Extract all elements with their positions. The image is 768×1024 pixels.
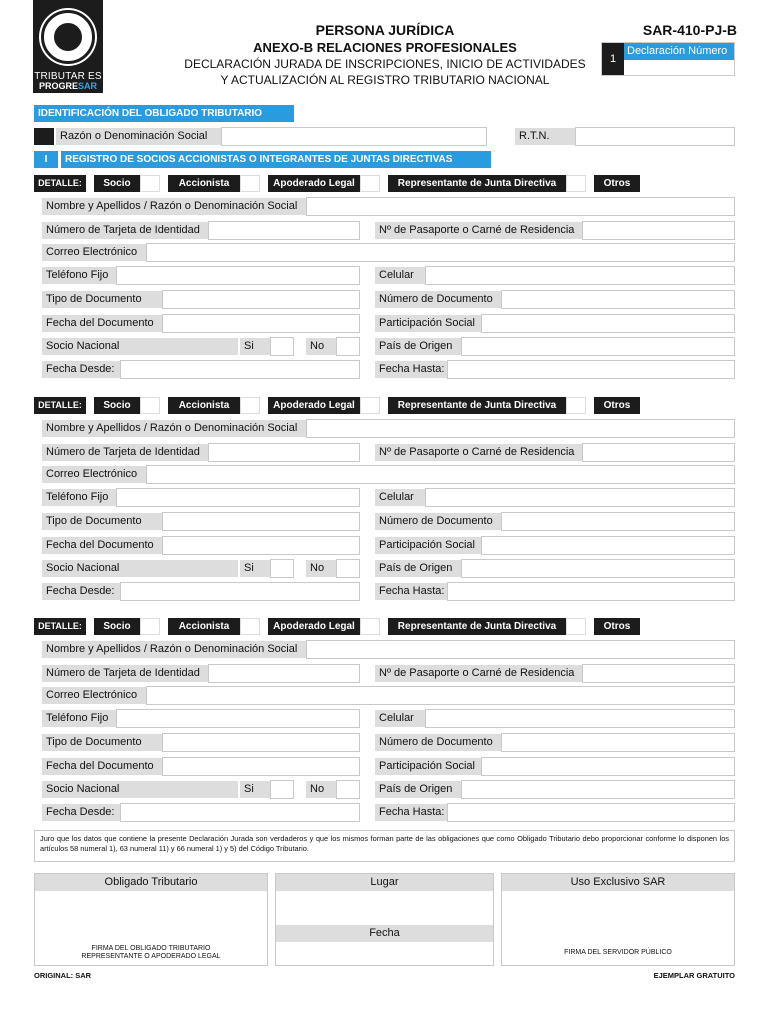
socio-nacional-label-2: Socio Nacional bbox=[42, 560, 238, 577]
telefono-field-3[interactable] bbox=[116, 709, 360, 728]
celular-label-2: Celular bbox=[375, 489, 425, 506]
otros-option-3[interactable]: Otros bbox=[594, 618, 640, 635]
tipo-doc-label-3: Tipo de Documento bbox=[42, 734, 162, 751]
detalle-label-1: DETALLE: bbox=[34, 175, 86, 192]
logo-line2: PROGRESAR bbox=[38, 81, 98, 91]
no-label-3: No bbox=[306, 781, 336, 798]
subtitle-line2: Y ACTUALIZACIÓN AL REGISTRO TRIBUTARIO NACIONAL bbox=[220, 73, 550, 87]
fecha-desde-field-2[interactable] bbox=[120, 582, 360, 601]
participacion-field-1[interactable] bbox=[481, 314, 735, 333]
pasaporte-label-2: Nº de Pasaporte o Carné de Residencia bbox=[375, 444, 582, 461]
rtn-field[interactable] bbox=[575, 127, 735, 146]
pais-label-1: País de Origen bbox=[375, 338, 461, 355]
fecha-doc-field-1[interactable] bbox=[162, 314, 360, 333]
tarjeta-field-3[interactable] bbox=[208, 664, 360, 683]
num-doc-field-2[interactable] bbox=[501, 512, 735, 531]
si-label-2: Si bbox=[240, 560, 270, 577]
detalle-label-2: DETALLE: bbox=[34, 397, 86, 414]
representante-check-3[interactable] bbox=[566, 618, 586, 635]
sar-logo bbox=[33, 0, 103, 93]
lugar-fecha-box bbox=[275, 873, 494, 966]
fecha-hasta-label-1: Fecha Hasta: bbox=[375, 361, 447, 378]
otros-option-2[interactable]: Otros bbox=[594, 397, 640, 414]
nombre-field-1[interactable] bbox=[306, 197, 735, 216]
uso-sar-box bbox=[501, 873, 735, 966]
signature-obligado-header: Obligado Tributario bbox=[35, 874, 267, 891]
socio-check-2[interactable] bbox=[140, 397, 160, 414]
fecha-doc-label-3: Fecha del Documento bbox=[42, 758, 162, 775]
fecha-hasta-field-1[interactable] bbox=[447, 360, 735, 379]
correo-label-2: Correo Electrónico bbox=[42, 466, 146, 483]
num-doc-label-1: Número de Documento bbox=[375, 291, 501, 308]
accionista-check-2[interactable] bbox=[240, 397, 260, 414]
participacion-label-2: Participación Social bbox=[375, 537, 481, 554]
title-main: PERSONA JURÍDICA bbox=[315, 22, 455, 38]
correo-label-3: Correo Electrónico bbox=[42, 687, 146, 704]
socio-option-3[interactable]: Socio bbox=[94, 618, 140, 635]
tipo-doc-field-2[interactable] bbox=[162, 512, 360, 531]
participacion-field-2[interactable] bbox=[481, 536, 735, 555]
celular-field-2[interactable] bbox=[425, 488, 735, 507]
rtn-label: R.T.N. bbox=[515, 128, 575, 145]
razon-social-field[interactable] bbox=[221, 127, 487, 146]
tipo-doc-field-3[interactable] bbox=[162, 733, 360, 752]
celular-field-3[interactable] bbox=[425, 709, 735, 728]
accionista-check-3[interactable] bbox=[240, 618, 260, 635]
accionista-option-1[interactable]: Accionista bbox=[168, 175, 240, 192]
correo-label-1: Correo Electrónico bbox=[42, 244, 146, 261]
fecha-doc-label-2: Fecha del Documento bbox=[42, 537, 162, 554]
telefono-field-1[interactable] bbox=[116, 266, 360, 285]
nombre-label-2: Nombre y Apellidos / Razón o Denominación Social bbox=[42, 420, 306, 437]
declaration-number: 1 bbox=[602, 43, 624, 75]
fecha-field[interactable] bbox=[276, 942, 493, 964]
no-check-1[interactable] bbox=[336, 337, 360, 356]
pais-field-3[interactable] bbox=[461, 780, 735, 799]
signature-obligado-caption-1: FIRMA DEL OBLIGADO TRIBUTARIO bbox=[91, 945, 211, 952]
tarjeta-label-2: Número de Tarjeta de Identidad bbox=[42, 444, 208, 461]
si-check-2[interactable] bbox=[270, 559, 294, 578]
lugar-field[interactable] bbox=[276, 891, 493, 925]
pasaporte-field-2[interactable] bbox=[582, 443, 735, 462]
fecha-hasta-label-2: Fecha Hasta: bbox=[375, 583, 447, 600]
accionista-option-2[interactable]: Accionista bbox=[168, 397, 240, 414]
celular-field-1[interactable] bbox=[425, 266, 735, 285]
fecha-hasta-field-2[interactable] bbox=[447, 582, 735, 601]
nombre-field-2[interactable] bbox=[306, 419, 735, 438]
socio-option-1[interactable]: Socio bbox=[94, 175, 140, 192]
marker-block bbox=[34, 128, 54, 145]
no-check-2[interactable] bbox=[336, 559, 360, 578]
footer-gratuito: EJEMPLAR GRATUITO bbox=[653, 971, 735, 980]
correo-field-1[interactable] bbox=[146, 243, 735, 262]
tarjeta-label-3: Número de Tarjeta de Identidad bbox=[42, 665, 208, 682]
telefono-label-2: Teléfono Fijo bbox=[42, 489, 116, 506]
si-label-3: Si bbox=[240, 781, 270, 798]
tarjeta-label-1: Número de Tarjeta de Identidad bbox=[42, 222, 208, 239]
no-label-1: No bbox=[306, 338, 336, 355]
declaration-number-label: Declaración Número bbox=[624, 43, 734, 60]
socio-option-2[interactable]: Socio bbox=[94, 397, 140, 414]
telefono-label-1: Teléfono Fijo bbox=[42, 267, 116, 284]
si-check-1[interactable] bbox=[270, 337, 294, 356]
apoderado-check-3[interactable] bbox=[360, 618, 380, 635]
section-registro-title: REGISTRO DE SOCIOS ACCIONISTAS O INTEGRANTES DE JUNTAS DIRECTIVAS bbox=[61, 151, 491, 168]
section-number: I bbox=[34, 151, 58, 168]
participacion-label-3: Participación Social bbox=[375, 758, 481, 775]
tipo-doc-label-1: Tipo de Documento bbox=[42, 291, 162, 308]
representante-option-2[interactable]: Representante de Junta Directiva bbox=[388, 397, 566, 414]
nombre-label-3: Nombre y Apellidos / Razón o Denominación Social bbox=[42, 641, 306, 658]
fecha-desde-label-3: Fecha Desde: bbox=[42, 804, 120, 821]
accionista-check-1[interactable] bbox=[240, 175, 260, 192]
pais-field-1[interactable] bbox=[461, 337, 735, 356]
pasaporte-field-1[interactable] bbox=[582, 221, 735, 240]
pais-label-2: País de Origen bbox=[375, 560, 461, 577]
participacion-label-1: Participación Social bbox=[375, 315, 481, 332]
fecha-desde-label-2: Fecha Desde: bbox=[42, 583, 120, 600]
pasaporte-label-1: Nº de Pasaporte o Carné de Residencia bbox=[375, 222, 582, 239]
title-annex: ANEXO-B RELACIONES PROFESIONALES bbox=[253, 40, 517, 55]
num-doc-field-3[interactable] bbox=[501, 733, 735, 752]
pais-field-2[interactable] bbox=[461, 559, 735, 578]
socio-check-1[interactable] bbox=[140, 175, 160, 192]
socio-nacional-label-1: Socio Nacional bbox=[42, 338, 238, 355]
fecha-desde-field-1[interactable] bbox=[120, 360, 360, 379]
no-check-3[interactable] bbox=[336, 780, 360, 799]
no-label-2: No bbox=[306, 560, 336, 577]
tipo-doc-field-1[interactable] bbox=[162, 290, 360, 309]
fecha-doc-label-1: Fecha del Documento bbox=[42, 315, 162, 332]
fecha-header: Fecha bbox=[276, 925, 493, 942]
fecha-hasta-field-3[interactable] bbox=[447, 803, 735, 822]
socio-nacional-label-3: Socio Nacional bbox=[42, 781, 238, 798]
representante-option-3[interactable]: Representante de Junta Directiva bbox=[388, 618, 566, 635]
signature-obligado-box[interactable] bbox=[34, 873, 268, 966]
num-doc-field-1[interactable] bbox=[501, 290, 735, 309]
telefono-label-3: Teléfono Fijo bbox=[42, 710, 116, 727]
seal-icon bbox=[41, 10, 95, 64]
section-identificacion-title: IDENTIFICACIÓN DEL OBLIGADO TRIBUTARIO bbox=[34, 105, 294, 122]
pais-label-3: País de Origen bbox=[375, 781, 461, 798]
nombre-label-1: Nombre y Apellidos / Razón o Denominación Social bbox=[42, 198, 306, 215]
tarjeta-field-1[interactable] bbox=[208, 221, 360, 240]
nombre-field-3[interactable] bbox=[306, 640, 735, 659]
socio-check-3[interactable] bbox=[140, 618, 160, 635]
num-doc-label-2: Número de Documento bbox=[375, 513, 501, 530]
declaration-number-box[interactable] bbox=[601, 42, 735, 76]
tarjeta-field-2[interactable] bbox=[208, 443, 360, 462]
representante-check-1[interactable] bbox=[566, 175, 586, 192]
representante-check-2[interactable] bbox=[566, 397, 586, 414]
apoderado-option-2[interactable]: Apoderado Legal bbox=[268, 397, 360, 414]
firma-servidor-caption: FIRMA DEL SERVIDOR PÚBLICO bbox=[564, 949, 672, 956]
fecha-hasta-label-3: Fecha Hasta: bbox=[375, 804, 447, 821]
detalle-label-3: DETALLE: bbox=[34, 618, 86, 635]
si-check-3[interactable] bbox=[270, 780, 294, 799]
razon-social-label: Razón o Denominación Social bbox=[56, 128, 221, 145]
uso-sar-header: Uso Exclusivo SAR bbox=[502, 874, 734, 891]
fecha-doc-field-3[interactable] bbox=[162, 757, 360, 776]
si-label-1: Si bbox=[240, 338, 270, 355]
accionista-option-3[interactable]: Accionista bbox=[168, 618, 240, 635]
num-doc-label-3: Número de Documento bbox=[375, 734, 501, 751]
correo-field-2[interactable] bbox=[146, 465, 735, 484]
celular-label-3: Celular bbox=[375, 710, 425, 727]
subtitle-line1: DECLARACIÓN JURADA DE INSCRIPCIONES, INICIO DE ACTIVIDADES bbox=[184, 57, 586, 71]
fecha-desde-field-3[interactable] bbox=[120, 803, 360, 822]
footer-original: ORIGINAL: SAR bbox=[34, 971, 92, 980]
form-code: SAR-410-PJ-B bbox=[642, 22, 737, 38]
signature-obligado-caption-2: REPRESENTANTE O APODERADO LEGAL bbox=[81, 953, 221, 960]
celular-label-1: Celular bbox=[375, 267, 425, 284]
otros-option-1[interactable]: Otros bbox=[594, 175, 640, 192]
lugar-header: Lugar bbox=[276, 874, 493, 891]
pasaporte-field-3[interactable] bbox=[582, 664, 735, 683]
representante-option-1[interactable]: Representante de Junta Directiva bbox=[388, 175, 566, 192]
apoderado-check-1[interactable] bbox=[360, 175, 380, 192]
tipo-doc-label-2: Tipo de Documento bbox=[42, 513, 162, 530]
fecha-desde-label-1: Fecha Desde: bbox=[42, 361, 120, 378]
participacion-field-3[interactable] bbox=[481, 757, 735, 776]
apoderado-check-2[interactable] bbox=[360, 397, 380, 414]
pasaporte-label-3: Nº de Pasaporte o Carné de Residencia bbox=[375, 665, 582, 682]
apoderado-option-3[interactable]: Apoderado Legal bbox=[268, 618, 360, 635]
telefono-field-2[interactable] bbox=[116, 488, 360, 507]
correo-field-3[interactable] bbox=[146, 686, 735, 705]
logo-line1: TRIBUTAR ES bbox=[34, 71, 102, 82]
fecha-doc-field-2[interactable] bbox=[162, 536, 360, 555]
apoderado-option-1[interactable]: Apoderado Legal bbox=[268, 175, 360, 192]
oath-text: Juro que los datos que contiene la presente Declaración Jurada son verdaderos y que los mismos forman parte de las obligaciones que como Obligado Tributario debo proporcionar conforme lo disponen los artículos 58 numeral 1), 63 numeral 11) y 66 numeral 1) y 5) del Código Tributario. bbox=[34, 830, 735, 862]
